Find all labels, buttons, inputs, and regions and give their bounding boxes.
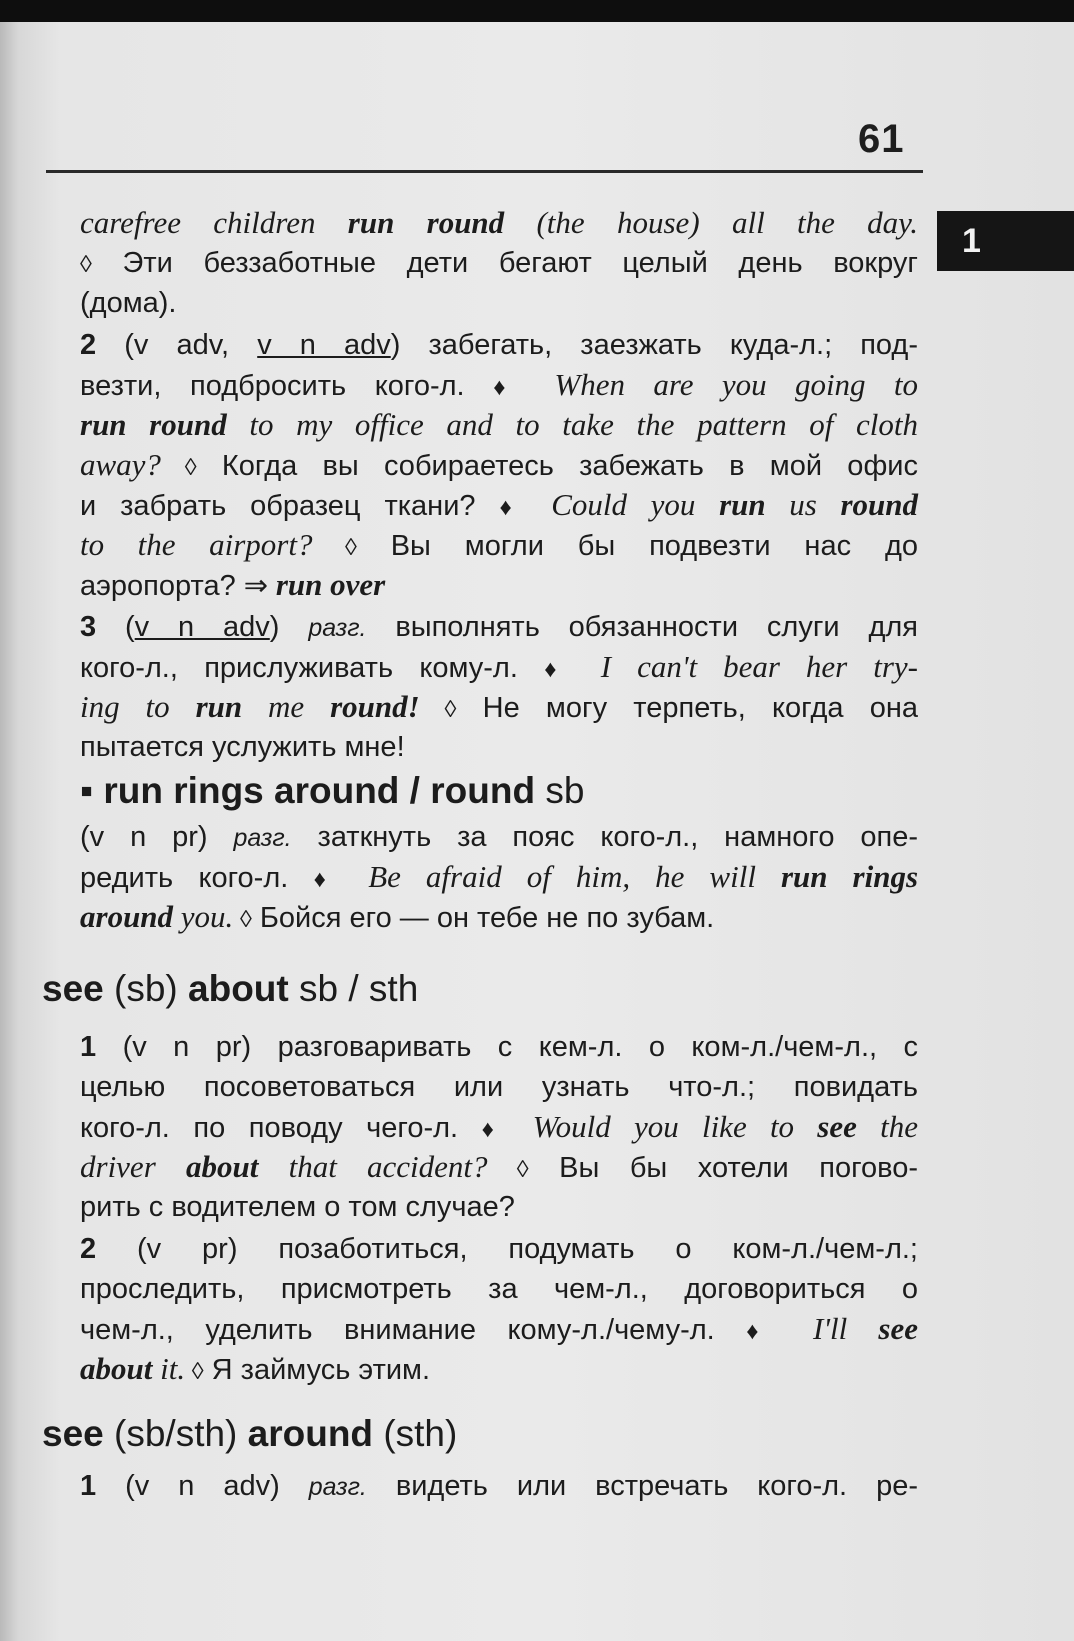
bullet-diamond-icon: ♦	[499, 494, 528, 521]
square-bullet-icon: ▪	[80, 770, 94, 811]
example-line: away? ◊ Когда вы собираетесь забежать в мой офис	[80, 447, 918, 482]
sense-number: 3	[80, 611, 97, 643]
cross-reference-line: аэропорта? ⇒ run over	[80, 567, 386, 602]
example-line: кого-л. по поводу чего-л. ♦ Would you like to see the	[80, 1109, 919, 1144]
bullet-diamond-icon: ♦	[481, 1116, 510, 1143]
example-line: about it. ◊ Я займусь этим.	[80, 1351, 431, 1386]
sense-number: 2	[80, 1233, 97, 1265]
sense-line: кого-л., прислуживать кому-л. ♦ I can't bear her try-	[80, 649, 919, 684]
scan-top-edge	[0, 0, 1074, 22]
diamond-icon: ◊	[419, 696, 457, 723]
example-line: чем-л., уделить внимание кому-л./чему-л. ♦ I'll see	[80, 1311, 918, 1346]
diamond-icon: ◊	[487, 1156, 529, 1183]
bullet-diamond-icon: ♦	[544, 656, 575, 683]
section-tab: 1	[937, 211, 1074, 271]
headword-entry: see (sb) about sb / sth	[42, 968, 419, 1009]
example-line: редить кого-л. ♦ Be afraid of him, he will run rings	[80, 859, 919, 894]
example-line: run round to my office and to take the pattern of cloth	[80, 407, 918, 442]
bullet-diamond-icon: ♦	[493, 374, 527, 401]
sense-line: 1 (v n adv) разг. видеть или встречать кого-л. ре-	[80, 1470, 918, 1502]
diamond-icon: ◊	[80, 251, 92, 278]
page-number: 61	[858, 117, 905, 161]
translation-line: рить с водителем о том случае?	[80, 1191, 515, 1223]
headword-entry: see (sb/sth) around (sth)	[42, 1413, 458, 1454]
example-line: around you. ◊ Бойся его — он тебе не по зубам.	[80, 899, 715, 934]
sense-line: 3 (v n adv) разг. выполнять обязанности слуги для	[80, 611, 919, 643]
diamond-icon: ◊	[185, 1358, 204, 1385]
translation-line: пытается услужить мне!	[80, 731, 405, 763]
translation-line: ◊ Эти беззаботные дети бегают целый день вокруг	[80, 247, 918, 279]
bullet-diamond-icon: ♦	[313, 866, 344, 893]
sense-line: 2 (v pr) позаботиться, подумать о ком-л./чем-л.;	[80, 1233, 918, 1265]
header-rule	[46, 170, 923, 173]
example-line: to the airport? ◊ Вы могли бы подвезти нас до	[80, 527, 918, 562]
sense-line: 2 (v adv, v n adv) забегать, заезжать куда-л.; под-	[80, 329, 918, 361]
example-line: driver about that accident? ◊ Вы бы хотели погово-	[80, 1149, 919, 1184]
sense-number: 2	[80, 329, 97, 361]
bullet-diamond-icon: ♦	[746, 1318, 782, 1345]
subentry-heading: ▪ run rings around / round sb	[80, 770, 585, 811]
sense-number: 1	[80, 1031, 97, 1063]
sense-line: (v n pr) разг. заткнуть за пояс кого-л., намного опе-	[80, 821, 918, 853]
sense-number: 1	[80, 1470, 97, 1502]
example-line: ing to run me round! ◊ Не могу терпеть, когда она	[80, 689, 918, 724]
example-line: carefree children run round (the house) all the day.	[80, 205, 918, 240]
diamond-icon: ◊	[312, 534, 357, 561]
sense-line: 1 (v n pr) разговаривать с кем-л. о ком-л./чем-л., с	[80, 1031, 918, 1063]
diamond-icon: ◊	[160, 454, 197, 481]
sense-line: везти, подбросить кого-л. ♦ When are you going to	[80, 367, 919, 402]
sense-line: целью посоветоваться или узнать что-л.; повидать	[80, 1071, 918, 1103]
diamond-icon: ◊	[233, 906, 252, 933]
sense-line: проследить, присмотреть за чем-л., договориться о	[80, 1273, 918, 1305]
translation-line: (дома).	[80, 287, 177, 319]
example-line: и забрать образец ткани? ♦ Could you run us round	[80, 487, 918, 522]
arrow-icon: ⇒	[243, 570, 269, 602]
